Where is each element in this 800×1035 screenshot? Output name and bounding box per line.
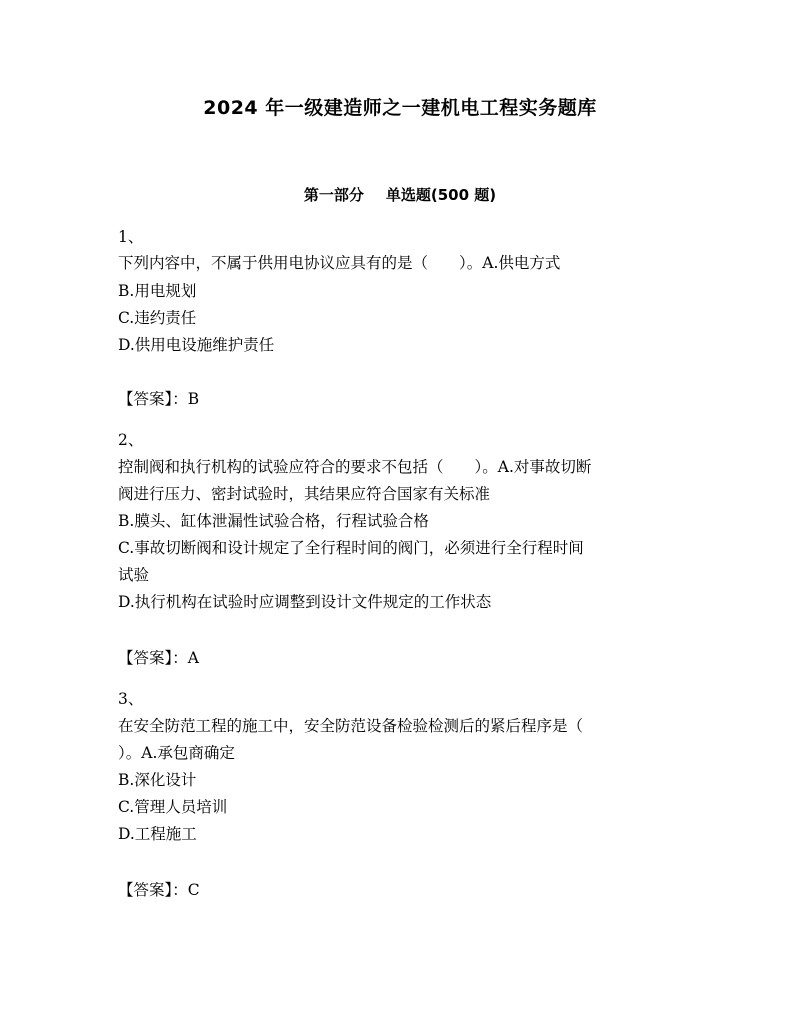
section-heading [0, 182, 800, 208]
option-d: D.执行机构在试验时应调整到设计文件规定的工作状态 [118, 593, 492, 611]
option-b: B.膜头、缸体泄漏性试验合格，行程试验合格 [118, 512, 429, 530]
option-d: D.工程施工 [118, 825, 197, 843]
option-b: B.用电规划 [118, 282, 197, 300]
document-title: 2024 年一级建造师之一建机电工程实务题库 [203, 97, 597, 119]
question-stem: 下列内容中，不属于供用电协议应具有的是（ ）。A.供电方式 [118, 254, 561, 272]
question-number: 2、 [118, 431, 144, 449]
question-number: 3、 [118, 690, 144, 708]
section-name: 单选题(500 题) [385, 186, 497, 204]
option-c: C.违约责任 [118, 309, 197, 327]
section-part: 第一部分 [303, 186, 364, 204]
option-b: B.深化设计 [118, 771, 197, 789]
option-c: C.管理人员培训 [118, 798, 228, 816]
option-c-continued: 试验 [118, 566, 150, 584]
question-stem-line-2: 阀进行压力、密封试验时，其结果应符合国家有关标准 [118, 485, 491, 503]
option-c: C.事故切断阀和设计规定了全行程时间的阀门，必须进行全行程时间 [118, 539, 584, 557]
answer: 【答案】：A [118, 649, 199, 667]
question-stem-line-1: 控制阀和执行机构的试验应符合的要求不包括（ ）。A.对事故切断 [118, 458, 592, 476]
answer: 【答案】：B [118, 390, 200, 408]
question-stem-line-2: ）。A.承包商确定 [118, 744, 235, 762]
question-number: 1、 [118, 228, 144, 246]
answer: 【答案】：C [118, 881, 200, 899]
option-d: D.供用电设施维护责任 [118, 336, 275, 354]
question-stem-line-1: 在安全防范工程的施工中，安全防范设备检验检测后的紧后程序是（ [118, 717, 584, 735]
